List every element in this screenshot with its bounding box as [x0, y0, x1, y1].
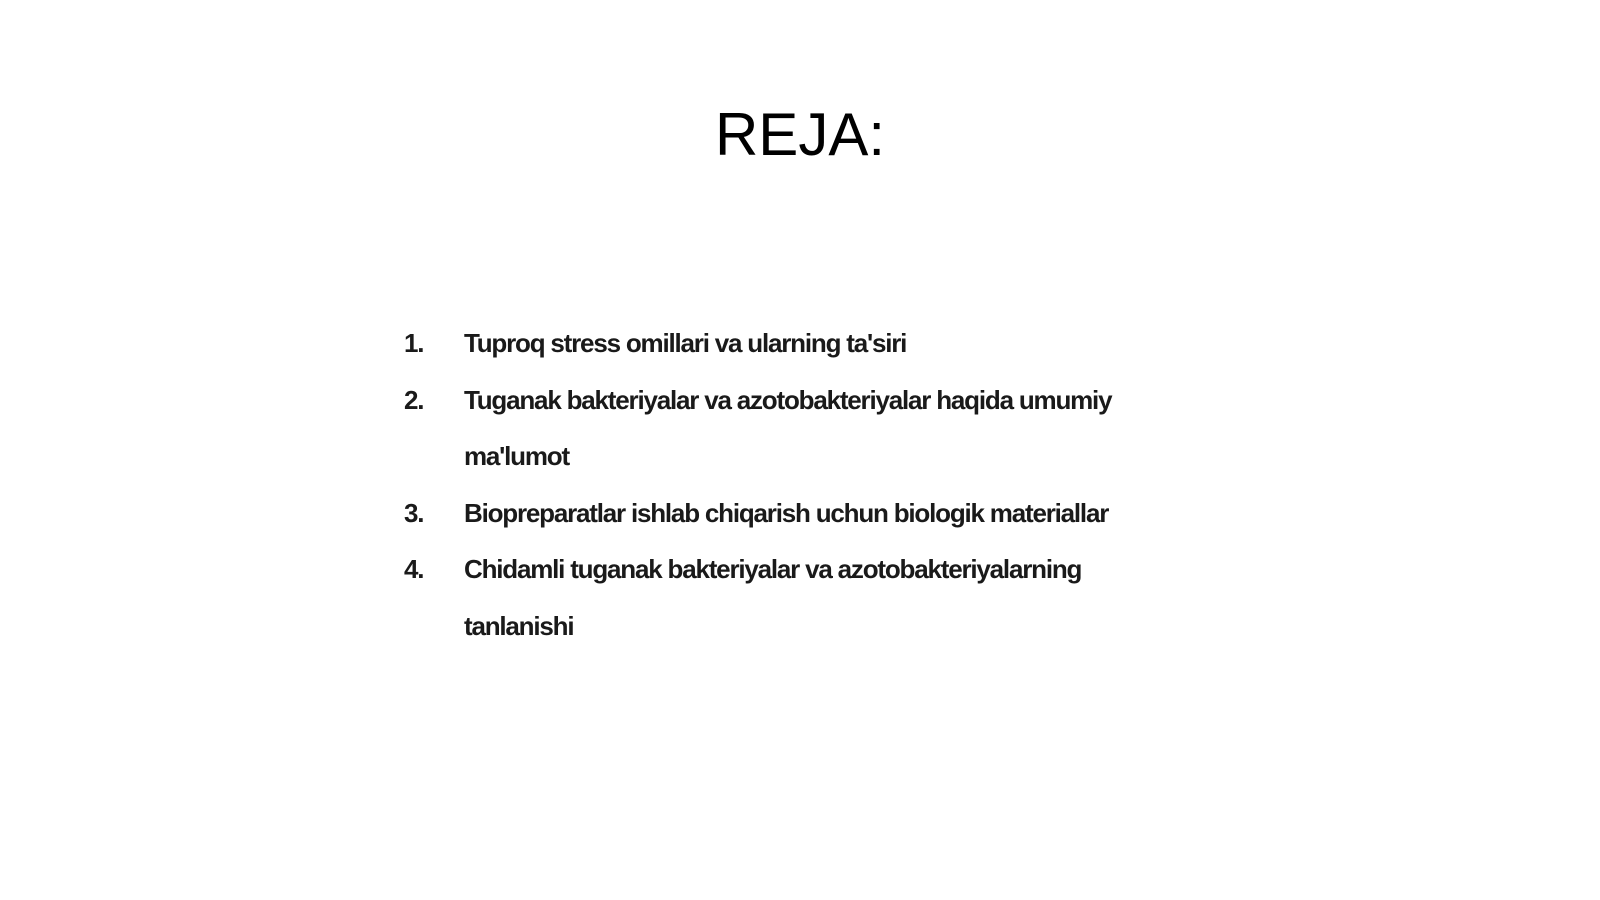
plan-item-number: 4. — [404, 554, 424, 584]
plan-item-number: 3. — [404, 497, 424, 528]
plan-item-3 — [404, 485, 1184, 542]
plan-item-2 — [404, 372, 1184, 485]
plan-item-1 — [404, 315, 1184, 372]
slide-title: REJA: — [714, 101, 886, 168]
plan-item-text: Biopreparatlar ishlab chiqarish uchun biologik materiallar — [464, 497, 1109, 528]
plan-item-4 — [404, 541, 1184, 654]
plan-item-text: Tuganak bakteriyalar va azotobakteriyalar haqida umumiy ma'lumot — [464, 384, 1112, 471]
plan-list — [404, 315, 1184, 654]
plan-item-number: 2. — [404, 384, 424, 415]
plan-item-text: Tuproq stress omillari va ularning ta'siri — [464, 328, 907, 358]
plan-item-number: 1. — [404, 328, 424, 358]
plan-item-text: Chidamli tuganak bakteriyalar va azotobakteriyalarning tanlanishi — [464, 554, 1082, 641]
